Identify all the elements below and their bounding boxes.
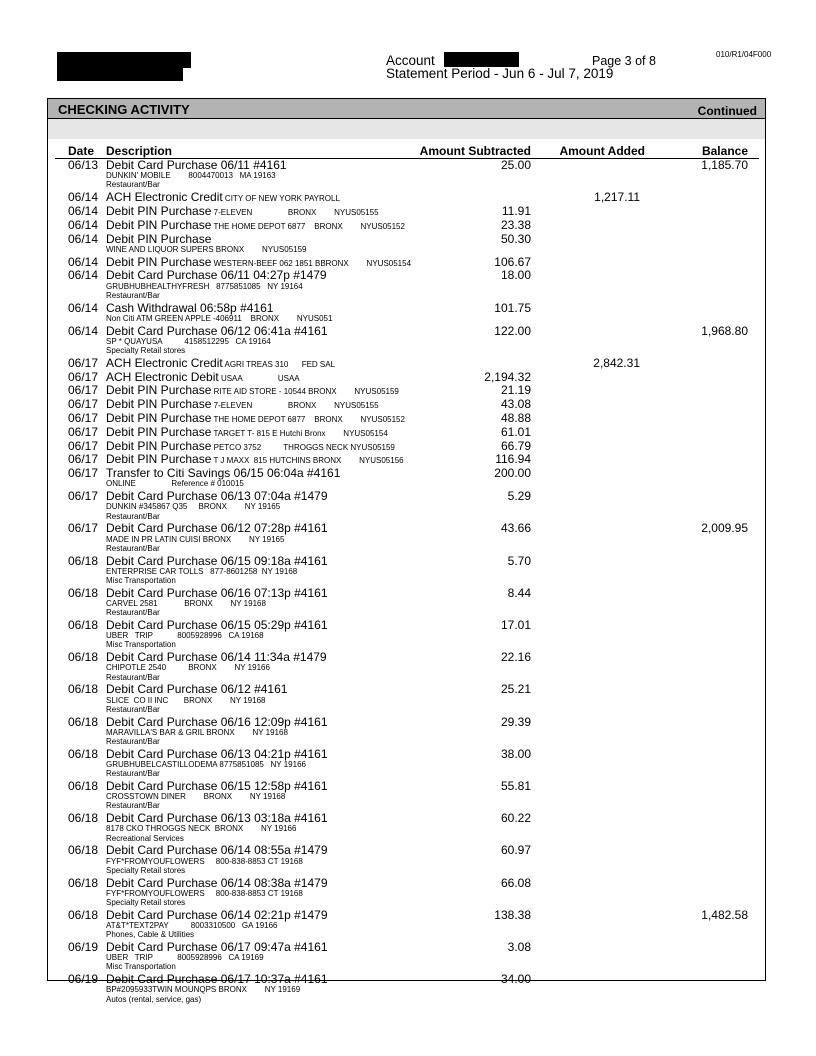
transaction-description: [106, 159, 287, 172]
transaction-merchant-detail: DUNKIN' MOBILE 8004470013 MA 19163: [106, 171, 276, 181]
transaction-detail: ONLINE Reference # 010015: [106, 479, 244, 489]
transaction-type: Debit Card Purchase 06/17 10:37a #4161: [106, 972, 328, 987]
transaction-type: Debit Card Purchase 06/14 11:34a #1479: [106, 650, 327, 665]
amount-subtracted: 50.30: [500, 231, 531, 246]
amount-subtracted: 5.70: [507, 553, 531, 568]
transaction-type: Transfer to Citi Savings 06/15 06:04a #4161: [106, 466, 341, 481]
transaction-type: Debit PIN Purchase: [106, 438, 212, 453]
transaction-type: Debit PIN Purchase: [106, 383, 212, 398]
transaction-type: Debit Card Purchase 06/12 06:41a #4161: [106, 323, 328, 338]
transaction-description: [106, 587, 328, 600]
transaction-description: [106, 302, 273, 315]
transaction-detail: Specialty Retail stores: [106, 865, 186, 875]
transaction-merchant-detail: SLICE CO II INC BRONX NY 19168: [106, 695, 266, 705]
transaction-type: ACH Electronic Credit: [106, 190, 223, 205]
transaction-merchant-detail: CHIPOTLE 2540 BRONX NY 19166: [106, 663, 270, 673]
amount-subtracted: 22.16: [500, 650, 531, 665]
transaction-type: Debit Card Purchase 06/16 12:09p #4161: [106, 714, 328, 729]
amount-subtracted: 8.44: [507, 585, 531, 600]
transaction-detail: Restaurant/Bar: [106, 608, 160, 618]
transaction-merchant-detail: MADE IN PR LATIN CUISI BRONX NY 19165: [106, 534, 285, 544]
amount-subtracted: 48.88: [500, 411, 531, 425]
transaction-date: 06/19: [67, 940, 98, 954]
column-header-description: Description: [106, 144, 173, 158]
transaction-type: Debit PIN Purchase: [106, 204, 212, 218]
transaction-date: 06/18: [67, 682, 98, 697]
transaction-date: 06/18: [67, 618, 98, 632]
amount-subtracted: 138.38: [494, 907, 531, 922]
transaction-type: Debit Card Purchase 06/12 #4161: [106, 682, 288, 697]
transaction-type: Debit PIN Purchase: [106, 452, 212, 467]
transaction-date: 06/18: [67, 650, 98, 665]
transaction-detail: Restaurant/Bar: [106, 801, 160, 811]
transaction-type: Debit PIN Purchase: [106, 231, 212, 246]
transaction-detail: Restaurant/Bar: [106, 769, 160, 779]
amount-subtracted: 29.39: [500, 714, 531, 729]
transaction-merchant: T J MAXX 815 HUTCHINS BRONX NYUS05156: [211, 456, 404, 466]
transaction-date: 06/19: [67, 972, 98, 987]
transaction-date: 06/18: [67, 779, 98, 793]
section-header-band: [48, 99, 765, 119]
transaction-date: 06/13: [67, 158, 98, 172]
transaction-type: Debit Card Purchase 06/13 07:04a #1479: [106, 489, 328, 504]
transaction-date: 06/14: [67, 190, 98, 205]
transaction-date: 06/18: [67, 875, 98, 890]
transaction-merchant: AGRI TREAS 310 FED SAL: [222, 359, 336, 369]
transaction-date: 06/14: [67, 254, 98, 269]
amount-subtracted: 60.97: [500, 843, 531, 858]
transaction-date: 06/17: [67, 438, 98, 453]
transaction-date: 06/18: [67, 907, 98, 922]
amount-subtracted: 43.66: [500, 521, 531, 536]
transaction-merchant-detail: 8178 CKO THROGGS NECK BRONX NY 19166: [106, 824, 297, 834]
transaction-type: ACH Electronic Credit: [106, 355, 223, 370]
transaction-merchant-detail: BP#2095933TWIN MOUNQPS BRONX NY 19169: [106, 985, 301, 995]
transaction-type: Debit PIN Purchase: [106, 397, 212, 412]
transaction-detail: Restaurant/Bar: [106, 543, 160, 553]
transaction-date: 06/18: [67, 843, 98, 858]
transaction-date: 06/17: [67, 369, 98, 384]
transaction-description: [106, 555, 328, 568]
transaction-merchant-detail: UBER TRIP 8005928996 CA 19169: [106, 953, 264, 963]
transaction-description: [106, 325, 328, 338]
amount-subtracted: 200.00: [494, 466, 531, 481]
column-header-balance: Balance: [701, 144, 748, 158]
transaction-merchant: THE HOME DEPOT 6877 BRONX NYUS05152: [211, 415, 405, 424]
transaction-merchant: CITY OF NEW YORK PAYROLL: [222, 194, 340, 204]
transaction-detail: Non Citi ATM GREEN APPLE -406911 BRONX NYUS051: [106, 313, 333, 323]
transaction-description: [106, 748, 328, 761]
transaction-merchant-detail: MARAVILLA'S BAR & GRIL BRONX NY 19168: [106, 727, 288, 737]
transaction-detail: Restaurant/Bar: [106, 672, 160, 682]
amount-subtracted: 61.01: [500, 424, 531, 439]
transaction-merchant: 7-ELEVEN BRONX NYUS05155: [211, 208, 379, 217]
amount-added: 1,217.11: [594, 190, 640, 205]
transaction-detail: Phones, Cable & Utilities: [106, 930, 195, 940]
transaction-type: Debit Card Purchase 06/13 03:18a #4161: [106, 811, 328, 826]
redacted-address-block: [57, 66, 183, 81]
transaction-detail: Misc Transportation: [106, 640, 176, 650]
transaction-description: [106, 651, 327, 664]
transaction-type: Debit Card Purchase 06/14 02:21p #1479: [106, 907, 328, 922]
column-header-amount-subtracted: Amount Subtracted: [419, 144, 531, 158]
transaction-date: 06/18: [67, 746, 98, 761]
transaction-merchant-detail: ENTERPRISE CAR TOLLS 877-8601258 NY 19168: [106, 566, 298, 576]
transaction-type: Debit PIN Purchase: [106, 217, 212, 232]
amount-subtracted: 66.79: [500, 438, 531, 453]
transaction-description: [106, 522, 328, 535]
running-balance: 1,482.58: [701, 907, 748, 922]
transaction-type: Debit Card Purchase 06/12 07:28p #4161: [106, 521, 328, 536]
transaction-date: 06/18: [67, 811, 98, 826]
transaction-description: [106, 780, 328, 793]
transaction-merchant: PETCO 3752 THROGGS NECK NYUS05159: [211, 442, 395, 452]
transaction-merchant: 7-ELEVEN BRONX NYUS05155: [211, 401, 379, 411]
transaction-merchant: THE HOME DEPOT 6877 BRONX NYUS05152: [211, 221, 405, 231]
transaction-description: [106, 909, 328, 922]
transaction-type: Debit Card Purchase 06/15 09:18a #4161: [106, 553, 328, 568]
running-balance: 2,009.95: [701, 521, 748, 536]
transaction-merchant-detail: SP * QUAYUSA 4158512295 CA 19164: [106, 336, 271, 346]
transaction-type: Debit Card Purchase 06/16 07:13p #4161: [106, 585, 328, 600]
transaction-merchant-detail: FYF*FROMYOUFLOWERS 800-838-8853 CT 19168: [106, 888, 303, 898]
document-code: 010/R1/04F000: [716, 50, 772, 59]
transaction-date: 06/18: [67, 714, 98, 729]
amount-subtracted: 38.00: [500, 746, 531, 761]
section-shade-band: [48, 119, 765, 139]
transaction-date: 06/17: [67, 397, 98, 412]
amount-subtracted: 122.00: [494, 323, 531, 338]
transaction-description: [106, 490, 328, 503]
transaction-detail: Restaurant/Bar: [106, 180, 160, 190]
transaction-date: 06/14: [67, 268, 98, 283]
transaction-date: 06/17: [67, 521, 98, 536]
transaction-merchant: WESTERN-BEEF 062 1851 BBRONX NYUS05154: [211, 258, 412, 268]
amount-subtracted: 2,194.32: [484, 369, 531, 384]
transaction-description: [106, 973, 328, 986]
transaction-description: [106, 683, 287, 696]
transaction-description: [106, 941, 328, 954]
transaction-date: 06/17: [67, 355, 98, 370]
transaction-date: 06/14: [67, 231, 98, 246]
transaction-detail: Restaurant/Bar: [106, 290, 160, 300]
transaction-detail: Misc Transportation: [106, 575, 176, 585]
transaction-type: Debit Card Purchase 06/11 #4161: [106, 158, 287, 172]
transaction-description: [106, 812, 328, 825]
amount-subtracted: 60.22: [500, 811, 531, 826]
transaction-detail: Restaurant/Bar: [106, 704, 160, 714]
transaction-date: 06/14: [67, 300, 98, 315]
transaction-detail: Specialty Retail stores: [106, 897, 186, 907]
amount-subtracted: 101.75: [494, 300, 531, 315]
transaction-date: 06/17: [67, 411, 98, 425]
transaction-type: Cash Withdrawal 06:58p #4161: [106, 300, 274, 315]
transaction-description: [106, 716, 328, 729]
transaction-type: Debit PIN Purchase: [106, 411, 212, 425]
continued-label: Continued: [697, 104, 757, 118]
amount-subtracted: 34.00: [500, 972, 531, 987]
transaction-date: 06/17: [67, 424, 98, 439]
transaction-type: Debit PIN Purchase: [106, 424, 212, 439]
transaction-type: Debit PIN Purchase: [106, 254, 212, 269]
transaction-merchant-detail: GRUBHUBHEALTHYFRESH 8775851085 NY 19164: [106, 281, 303, 291]
transaction-type: Debit Card Purchase 06/15 12:58p #4161: [106, 779, 328, 793]
transaction-description: [106, 467, 340, 480]
transaction-detail: Misc Transportation: [106, 962, 176, 972]
transaction-description: [106, 844, 328, 857]
transaction-merchant-detail: FYF*FROMYOUFLOWERS 800-838-8853 CT 19168: [106, 856, 303, 866]
transaction-merchant-detail: AT&T*TEXT2PAY 8003310500 GA 19166: [106, 920, 278, 930]
amount-subtracted: 5.29: [507, 489, 531, 504]
transaction-type: Debit Card Purchase 06/17 09:47a #4161: [106, 940, 328, 954]
transaction-type: Debit Card Purchase 06/13 04:21p #4161: [106, 746, 328, 761]
transaction-detail: Restaurant/Bar: [106, 511, 160, 521]
column-header-amount-added: Amount Added: [559, 144, 645, 158]
amount-subtracted: 17.01: [500, 618, 531, 632]
amount-subtracted: 21.19: [500, 383, 531, 398]
statement-period: Statement Period - Jun 6 - Jul 7, 2019: [386, 66, 614, 81]
amount-subtracted: 55.81: [500, 779, 531, 793]
amount-subtracted: 3.08: [507, 940, 531, 954]
transaction-merchant-detail: UBER TRIP 8005928996 CA 19168: [106, 631, 264, 641]
transaction-description: [106, 877, 328, 890]
transaction-detail: WINE AND LIQUOR SUPERS BRONX NYUS05159: [106, 244, 307, 254]
amount-subtracted: 66.08: [500, 875, 531, 890]
transaction-detail: Autos (rental, service, gas): [106, 994, 202, 1004]
amount-subtracted: 25.00: [500, 158, 531, 172]
amount-added: 2,842.31: [593, 355, 640, 370]
transaction-detail: Specialty Retail stores: [106, 345, 186, 355]
transaction-date: 06/17: [67, 383, 98, 398]
transaction-date: 06/14: [67, 323, 98, 338]
amount-subtracted: 106.67: [494, 254, 531, 269]
amount-subtracted: 43.08: [500, 397, 531, 412]
amount-subtracted: 18.00: [500, 268, 531, 283]
amount-subtracted: 25.21: [500, 682, 531, 697]
transaction-description: [106, 269, 327, 282]
amount-subtracted: 11.91: [501, 204, 531, 218]
running-balance: 1,968.80: [701, 323, 748, 338]
transaction-type: Debit Card Purchase 06/11 04:27p #1479: [106, 268, 327, 283]
transaction-date: 06/18: [67, 553, 98, 568]
transaction-detail: Restaurant/Bar: [106, 736, 160, 746]
page-number: Page 3 of 8: [592, 54, 656, 68]
running-balance: 1,185.70: [701, 158, 748, 172]
account-label: Account: [386, 53, 435, 68]
transaction-type: Debit Card Purchase 06/14 08:55a #1479: [106, 843, 328, 858]
transaction-date: 06/17: [67, 466, 98, 481]
transaction-merchant-detail: CARVEL 2581 BRONX NY 19168: [106, 598, 266, 608]
transaction-date: 06/18: [67, 585, 98, 600]
transaction-type: Debit Card Purchase 06/14 08:38a #1479: [106, 875, 328, 890]
transaction-type: Debit Card Purchase 06/15 05:29p #4161: [106, 618, 328, 632]
redacted-account-number: [444, 52, 519, 67]
section-title: CHECKING ACTIVITY: [58, 102, 190, 117]
column-header-date: Date: [68, 144, 95, 158]
transaction-date: 06/17: [67, 452, 98, 467]
transaction-merchant-detail: DUNKIN #345867 Q35 BRONX NY 19165: [106, 502, 281, 512]
transaction-merchant-detail: CROSSTOWN DINER BRONX NY 19168: [106, 792, 286, 802]
transaction-detail: Recreational Services: [106, 833, 184, 843]
transaction-date: 06/17: [67, 489, 98, 504]
transaction-merchant: TARGET T- 815 E Hutchi Bronx NYUS05154: [211, 428, 388, 438]
amount-subtracted: 23.38: [500, 217, 531, 232]
transaction-merchant: USAA USAA: [218, 373, 300, 383]
transaction-type: ACH Electronic Debit: [106, 369, 219, 384]
transaction-merchant: RITE AID STORE - 10544 BRONX NYUS05159: [211, 387, 399, 397]
amount-subtracted: 116.94: [495, 452, 531, 467]
transaction-merchant-detail: GRUBHUBELCASTILLODEMA 8775851085 NY 19166: [106, 759, 306, 769]
transaction-date: 06/14: [67, 217, 98, 232]
transaction-description: [106, 233, 211, 246]
transaction-description: [106, 619, 328, 632]
transaction-date: 06/14: [67, 204, 98, 218]
